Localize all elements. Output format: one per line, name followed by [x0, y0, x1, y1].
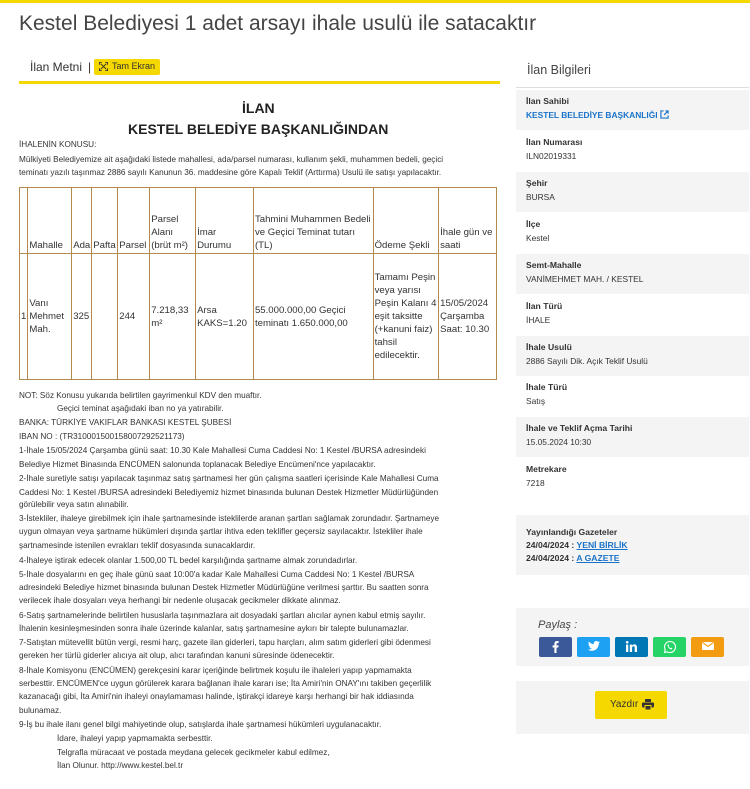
note-line: 9-İş bu ihale ilanı genel bilgi mahiyetinde olup, satışlarda ihale şartnamesi hükümleri uygulanacaktır.	[19, 720, 382, 729]
table-header-cell: Ada	[72, 188, 92, 254]
info-value: 7218	[526, 478, 545, 488]
note-line: görülebilir veya satın alınabilir.	[19, 500, 129, 509]
gazettes-heading: Yayınlandığı Gazeteler	[526, 527, 618, 537]
info-row	[516, 417, 749, 457]
share-heading: Paylaş :	[538, 619, 578, 631]
gazette-item	[526, 540, 628, 550]
external-link-icon	[660, 110, 669, 119]
note-line: Belediye Hizmet Binasında ENCÜMEN salonunda toplanacak Belediye Encümeni'nce yapılacaktır.	[19, 460, 376, 469]
table-cell: 244	[118, 254, 150, 380]
info-value: BURSA	[526, 192, 555, 202]
note-line: 1-İhale 15/05/2024 Çarşamba günü saat: 10.30 Kale Mahallesi Cuma Caddesi No: 1 Kestel /BURSA adresindeki	[19, 446, 426, 455]
info-panel-title: İlan Bilgileri	[527, 63, 591, 77]
table-cell: 15/05/2024 Çarşamba Saat: 10.30	[439, 254, 497, 380]
table-cell: Tamamı Peşin veya yarısı Peşin Kalanı 4 eşit taksitte (+kanuni faiz) tahsil edilecektir.	[373, 254, 439, 380]
info-key: İlan Numarası	[526, 137, 583, 147]
print-button[interactable]	[595, 691, 667, 719]
table-cell: Arsa KAKS=1.20	[196, 254, 254, 380]
info-value: VANİMEHMET MAH. / KESTEL	[526, 274, 644, 284]
note-line: adresindeki Belediye hizmet binasında bulunan Destek Hizmetler Müdürlüğüne verilmesi şarttır. Bu saatten sonra	[19, 583, 429, 592]
gazettes-box	[516, 515, 749, 575]
note-line: verilecek ihale dosyaları veya herhangi bir nedenle oluşacak gecikmeler dikkate alınmaz.	[19, 596, 341, 605]
info-value: Satış	[526, 396, 546, 406]
gazette-link[interactable]: A GAZETE	[576, 553, 620, 563]
twitter-icon	[588, 641, 600, 651]
table-header-cell: İmar Durumu	[196, 188, 254, 254]
info-panel-header	[516, 54, 749, 88]
info-key: İhale ve Teklif Açma Tarihi	[526, 423, 633, 433]
note-line: İdare, ihaleyi yapıp yapmamakta serbesttir.	[57, 734, 213, 743]
info-row	[516, 295, 749, 335]
whatsapp-icon	[664, 641, 676, 653]
table-header-cell: Ödeme Şekli	[373, 188, 439, 254]
info-row	[516, 254, 749, 294]
table-cell: 1	[20, 254, 28, 380]
info-row	[516, 213, 749, 253]
table-header-cell: Tahmini Muhammen Bedeli ve Geçici Teminat tutarı (TL)	[253, 188, 373, 254]
table-header-cell: Parsel Alanı (brüt m²)	[150, 188, 196, 254]
owner-link-label: KESTEL BELEDİYE BAŞKANLIĞI	[526, 110, 658, 120]
note-line: şartnamesinde istenilen evrakları teklif dosyasında sunacaklardır.	[19, 541, 256, 550]
document-heading: İLAN	[242, 100, 275, 116]
print-label: Yazdır	[610, 699, 639, 710]
info-key: Metrekare	[526, 464, 567, 474]
expand-icon	[99, 62, 108, 71]
info-key: Semt-Mahalle	[526, 260, 582, 270]
whatsapp-share-button[interactable]	[653, 637, 686, 657]
facebook-icon	[552, 641, 559, 653]
note-line: gereken her türlü giderler alıcıya ait olup, alıcı tarafından kanuni süresinde ödenecektir.	[19, 651, 335, 660]
info-value: Kestel	[526, 233, 550, 243]
note-line: İlan Olunur. http://www.kestel.bel.tr	[57, 761, 184, 770]
print-box	[516, 681, 749, 734]
note-line: 3-İstekliler, ihaleye girebilmek için ihale şartnamesinde isteklilerde aranan şartları sağlamak zorundadır. Şartnameye	[19, 514, 440, 523]
content-panel	[19, 54, 499, 84]
note-line: Geçici teminat aşağıdaki iban no ya yatırabilir.	[57, 404, 224, 413]
email-share-button[interactable]	[691, 637, 724, 657]
fullscreen-button[interactable]	[94, 59, 160, 75]
table-cell: 7.218,33 m²	[150, 254, 196, 380]
note-line: İhalenin kesinleşmesinden sonra ihale üzerinde kalanlar, satış şartnamesine aykırı bir talepte bulunamazlar.	[19, 624, 409, 633]
intro-line: teminatı yazılı taşınmaz 2886 sayılı Kanunun 36. maddesine göre Kapalı Teklif (Arttırma) Usulü ile satışı yapılacaktır.	[19, 168, 442, 177]
document-subheading: KESTEL BELEDİYE BAŞKANLIĞINDAN	[128, 121, 389, 137]
info-key: İhale Türü	[526, 382, 568, 392]
info-key: İlan Sahibi	[526, 96, 569, 106]
table-header-cell: Mahalle	[28, 188, 72, 254]
info-value: 15.05.2024 10:30	[526, 437, 592, 447]
note-line: Caddesi No: 1 Kestel /BURSA adresindeki Belediyemiz hizmet binasında bulunan Destek Hizmetler Müdürlüğünden	[19, 488, 439, 497]
note-line: BANKA: TÜRKİYE VAKIFLAR BANKASI KESTEL ŞUBESİ	[19, 418, 232, 427]
tender-table	[19, 187, 497, 380]
page-title: Kestel Belediyesi 1 adet arsayı ihale usulü ile satacaktır	[19, 12, 537, 35]
note-line: 5-İhale dosyalarını en geç ihale günü saat 10:00'a kadar Kale Mahallesi Cuma Caddesi No: 1 Kestel /BURSA	[19, 570, 415, 579]
gazette-date: 24/04/2024 :	[526, 553, 575, 563]
tab-bar	[19, 54, 500, 84]
table-header-cell: İhale gün ve saati	[439, 188, 497, 254]
note-line: 7-Satıştan mütevellit bütün vergi, resmi harç, gazete ilan giderleri, tapu harçları, alım satım giderleri gibi ödenmesi	[19, 638, 431, 647]
info-row	[516, 172, 749, 212]
intro-line: Mülkiyeti Belediyemize ait aşağıdaki listede mahallesi, ada/parsel numarası, kullanım şekli, muhammen bedeli, geçici	[19, 155, 444, 164]
note-line: kazanacağı gibi, İta Amiri'nin ihaleyi onaylamaması halinde, iştirakçi idareye karşı herhangi bir hak iddiasında	[19, 692, 414, 701]
gazette-link[interactable]: YENİ BİRLİK	[576, 540, 628, 550]
table-header-cell	[20, 188, 28, 254]
info-value: 2886 Sayılı Dik. Açık Teklif Usulü	[526, 356, 648, 366]
note-line: serbesttir. ENCÜMEN'ce uygun görülerek karara bağlanan ihale kararı ise; İta Amiri'nin ONAY'ını takiben geçerlilik	[19, 679, 432, 688]
envelope-icon	[702, 641, 714, 651]
table-row	[20, 254, 497, 380]
info-key: Şehir	[526, 178, 548, 188]
info-value: ILN02019331	[526, 151, 577, 161]
note-line: 2-İhale suretiyle satışı yapılacak taşınmaz satış şartnamesi her gün çalışma saatleri içerisinde Kale Mahallesi Cuma	[19, 474, 439, 483]
info-row	[516, 376, 749, 416]
facebook-share-button[interactable]	[539, 637, 572, 657]
note-line: bulunamaz.	[19, 706, 62, 715]
fullscreen-label: Tam Ekran	[112, 61, 156, 71]
note-line: 8-İhale Komisyonu (ENCÜMEN) gerekçesini karar içeriğinde belirtmek koşulu ile ihaleleri yapıp yapmamakta	[19, 666, 412, 675]
table-header-cell: Parsel	[118, 188, 150, 254]
gazette-item	[526, 553, 619, 563]
linkedin-share-button[interactable]	[615, 637, 648, 657]
share-box	[516, 608, 749, 666]
table-cell	[92, 254, 118, 380]
intro-line: İHALENİN KONUSU:	[19, 140, 97, 149]
table-cell: 325	[72, 254, 92, 380]
owner-link[interactable]	[526, 110, 669, 120]
note-line: IBAN NO : (TR310001500158007292521173)	[19, 432, 185, 441]
note-line: 6-Satış şartnamelerinde belirtilen hususlarla taşınmazlara ait dosyadaki şartları alıcılar aynen kabul etmiş sayılır.	[19, 611, 426, 620]
top-accent-bar	[0, 0, 750, 3]
printer-icon	[642, 699, 654, 710]
info-row	[516, 131, 749, 171]
info-key: İlan Türü	[526, 301, 563, 311]
note-line: NOT: Söz Konusu yukarıda belirtilen gayrimenkul KDV den muaftır.	[19, 391, 262, 400]
note-line: uygun olmayan veya şartname hükümleri dışında şartlar ihtiva eden teklifler geçersiz sayılacaktır. İstekliler ihale	[19, 527, 423, 536]
info-key: İlçe	[526, 219, 541, 229]
info-value: İHALE	[526, 315, 551, 325]
info-key: İhale Usulü	[526, 342, 572, 352]
table-cell: 55.000.000,00 Geçici teminatı 1.650.000,00	[253, 254, 373, 380]
table-header-row	[20, 188, 497, 254]
linkedin-icon	[626, 641, 637, 652]
table-header-cell: Pafta	[92, 188, 118, 254]
note-line: 4-İhaleye iştirak edecek olanlar 1.500,00 TL bedel karşılığında şartname almak zorundadırlar.	[19, 556, 358, 565]
table-cell: Vanı Mehmet Mah.	[28, 254, 72, 380]
info-row	[516, 336, 749, 376]
twitter-share-button[interactable]	[577, 637, 610, 657]
note-line: Telgrafla müracaat ve postada meydana gelecek gecikmeler kabul edilmez,	[57, 748, 330, 757]
info-row	[516, 458, 749, 498]
info-row-owner	[516, 90, 749, 130]
tab-ilan-metni[interactable]: İlan Metni	[30, 60, 83, 74]
gazette-date: 24/04/2024 :	[526, 540, 575, 550]
tab-separator: |	[88, 60, 92, 74]
